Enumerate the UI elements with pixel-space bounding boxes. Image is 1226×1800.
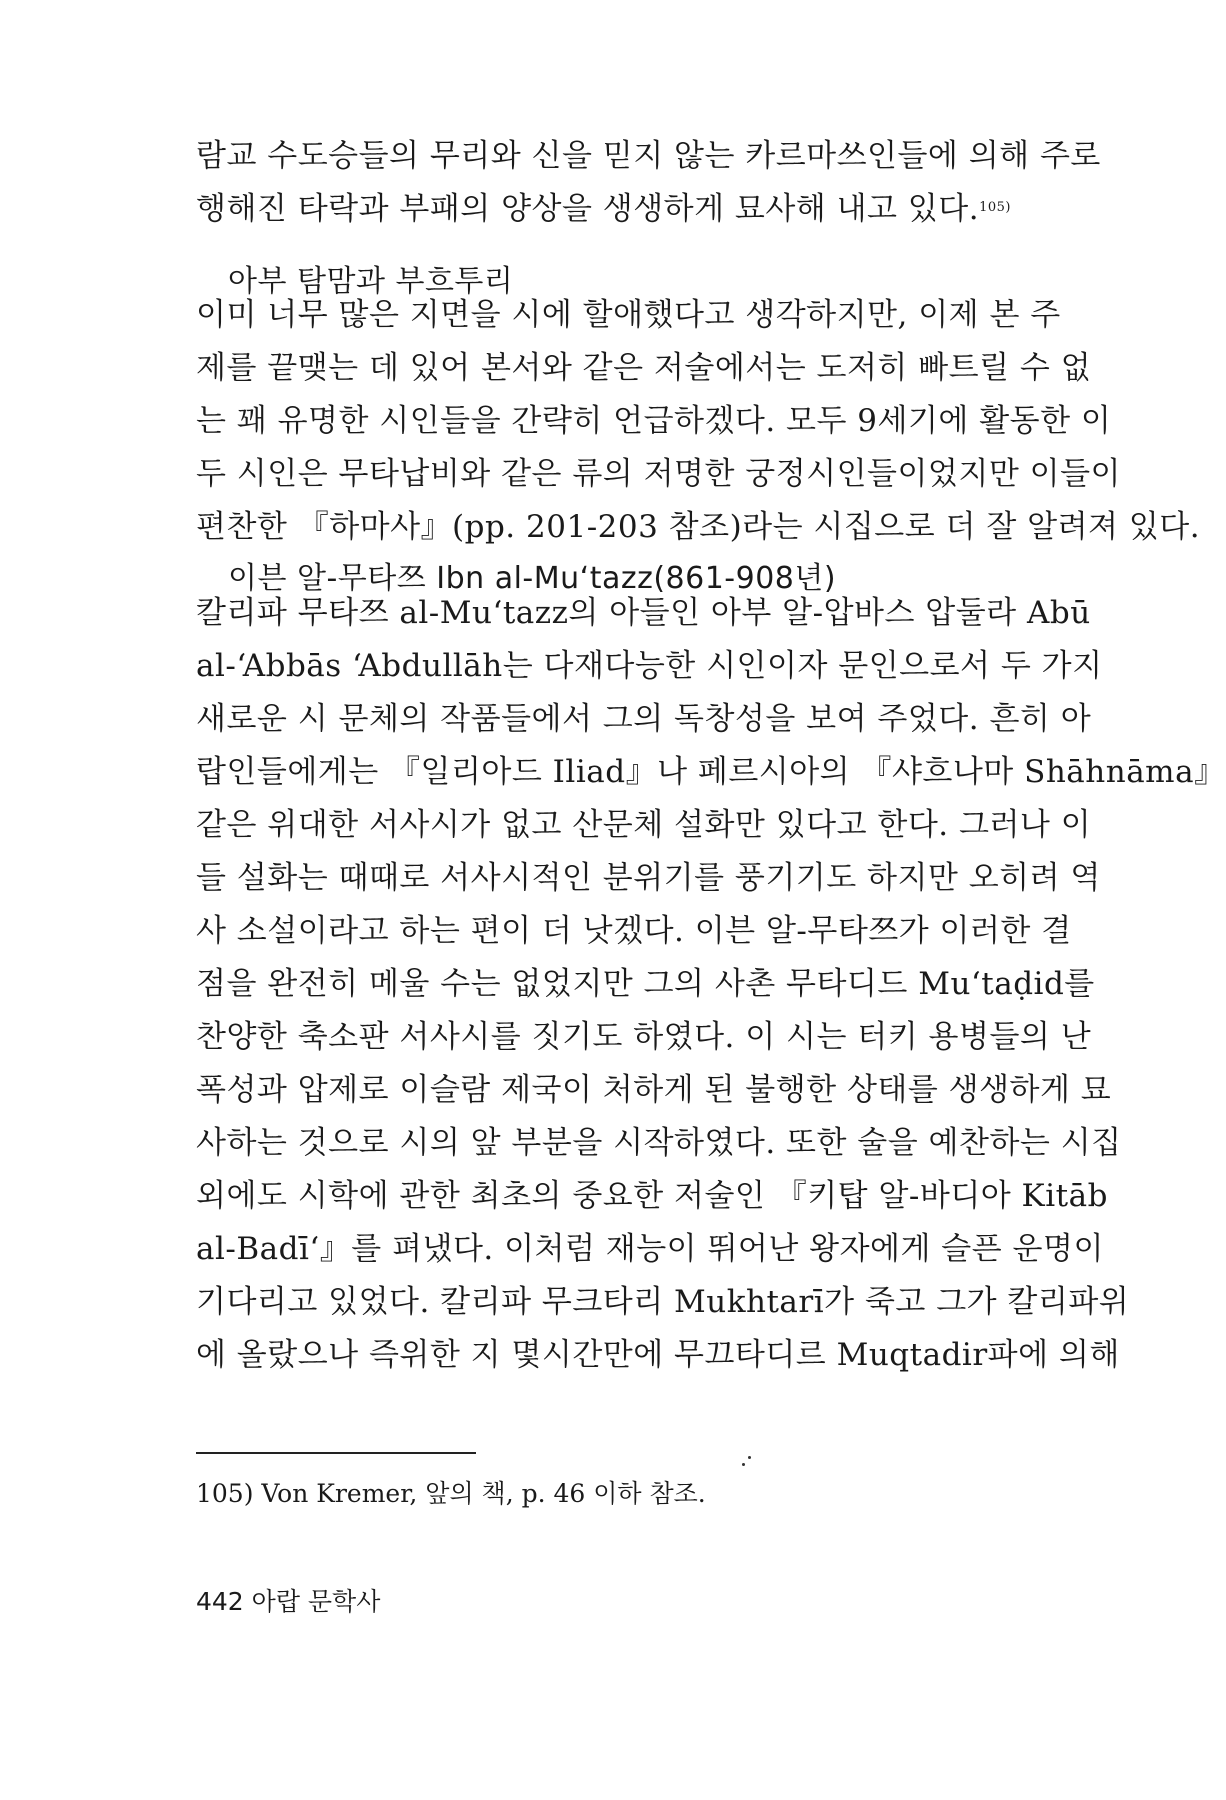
body-line: 람교 수도승들의 무리와 신을 믿지 않는 카르마쓰인들에 의해 주로 [196, 138, 1101, 174]
body-line: 같은 위대한 서사시가 없고 산문체 설화만 있다고 한다. 그러나 이 [196, 807, 1092, 843]
body-line: al-Badī‘』를 펴냈다. 이처럼 재능이 뛰어난 왕자에게 슬픈 운명이 [196, 1231, 1104, 1267]
body-line: 두 시인은 무타납비와 같은 류의 저명한 궁정시인들이었지만 이들이 [196, 456, 1121, 492]
body-line: 이미 너무 많은 지면을 시에 할애했다고 생각하지만, 이제 본 주 [196, 297, 1061, 333]
section-heading-ibn-al-mutazz: 이븐 알-무타쯔 Ibn al-Mu‘tazz(861-908년) [228, 561, 837, 596]
footnote-reference: 105) [979, 200, 1011, 215]
body-line: 점을 완전히 메울 수는 없었지만 그의 사촌 무타디드 Mu‘taḍid를 [196, 966, 1095, 1002]
body-line: 외에도 시학에 관한 최초의 중요한 저술인 『키탑 알-바디아 Kitāb [196, 1178, 1108, 1214]
body-line: 새로운 시 문체의 작품들에서 그의 독창성을 보여 주었다. 흔히 아 [196, 701, 1092, 737]
body-line: 들 설화는 때때로 서사시적인 분위기를 풍기기도 하지만 오히려 역 [196, 860, 1101, 896]
section1-paragraph [196, 289, 1201, 554]
scan-speck [748, 1456, 751, 1459]
page-folio: 442 아랍 문학사 [196, 1587, 381, 1616]
body-line: 랍인들에게는 『일리아드 Iliad』나 페르시아의 『샤흐나마 Shāhnāma』 [196, 754, 1226, 790]
body-line: 사 소설이라고 하는 편이 더 낫겠다. 이븐 알-무타쯔가 이러한 결 [196, 913, 1072, 949]
footnote-105: 105) Von Kremer, 앞의 책, p. 46 이하 참조. [196, 1479, 706, 1508]
footnote-divider [196, 1452, 476, 1454]
body-line: 제를 끝맺는 데 있어 본서와 같은 저술에서는 도저히 빠트릴 수 없 [196, 350, 1092, 386]
body-line: 기다리고 있었다. 칼리파 무크타리 Mukhtarī가 죽고 그가 칼리파위 [196, 1284, 1130, 1320]
scan-speck [742, 1463, 745, 1466]
body-line: 편찬한 『하마사』(pp. 201-203 참조)라는 시집으로 더 잘 알려져 있다. [196, 509, 1201, 545]
intro-paragraph [196, 130, 1101, 236]
body-line [196, 183, 1036, 236]
body-line: 폭성과 압제로 이슬람 제국이 처하게 된 불행한 상태를 생생하게 묘 [196, 1072, 1112, 1108]
section2-paragraph [196, 587, 1226, 1382]
section-heading-abu-tammam: 아부 탐맘과 부흐투리 [228, 264, 514, 299]
body-line: 는 꽤 유명한 시인들을 간략히 언급하겠다. 모두 9세기에 활동한 이 [196, 403, 1112, 439]
body-line-text: 행해진 타락과 부패의 양상을 생생하게 묘사해 내고 있다. [196, 191, 980, 227]
body-line: al-‘Abbās ‘Abdullāh는 다재다능한 시인이자 문인으로서 두 가지 [196, 648, 1103, 684]
body-line: 칼리파 무타쯔 al-Mu‘tazz의 아들인 아부 알-압바스 압둘라 Abū [196, 595, 1091, 631]
body-line: 사하는 것으로 시의 앞 부분을 시작하였다. 또한 술을 예찬하는 시집 [196, 1125, 1122, 1161]
body-line: 찬양한 축소판 서사시를 짓기도 하였다. 이 시는 터키 용병들의 난 [196, 1019, 1092, 1055]
body-line: 에 올랐으나 즉위한 지 몇시간만에 무끄타디르 Muqtadir파에 의해 [196, 1337, 1120, 1373]
